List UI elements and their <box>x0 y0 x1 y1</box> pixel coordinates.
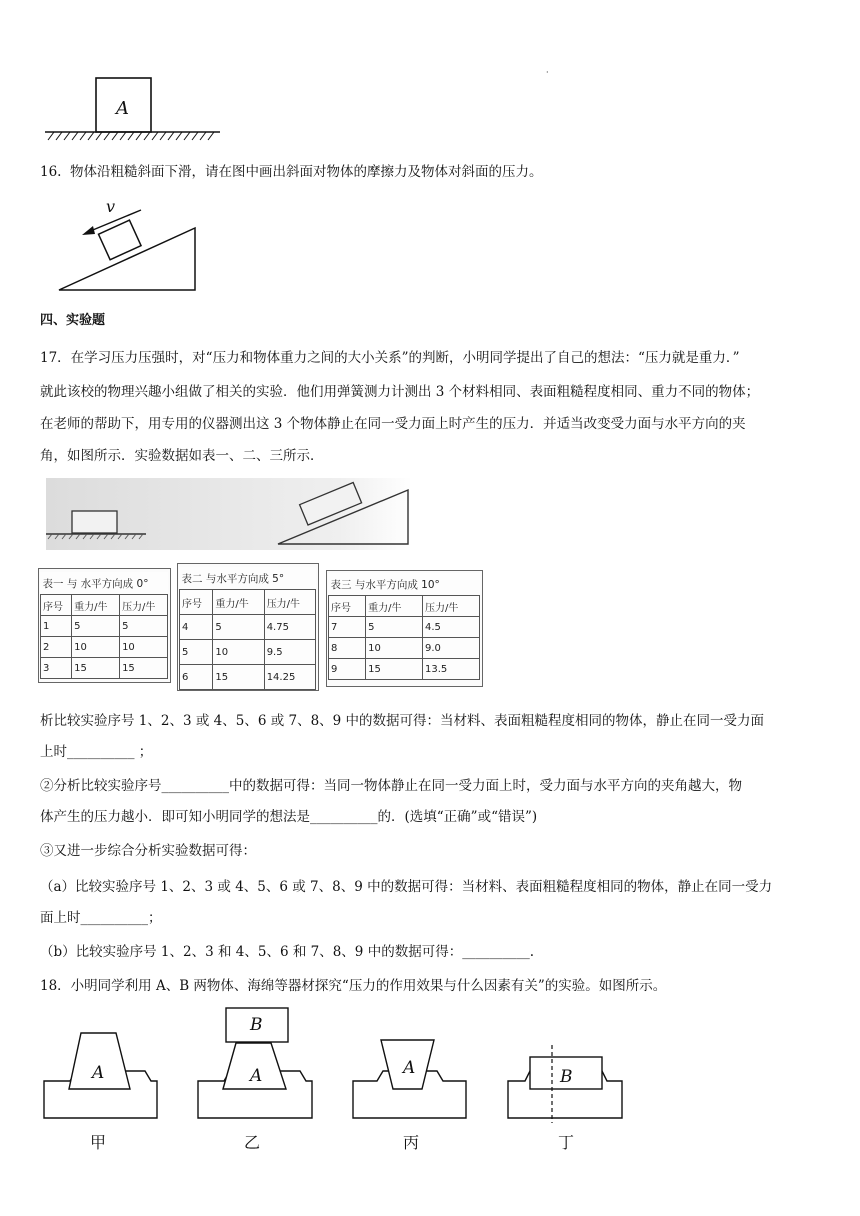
velocity-label: v <box>106 197 116 216</box>
table-cell: 15 <box>72 658 120 679</box>
table-cell: 15 <box>213 665 264 690</box>
q17-line1: 17．在学习压力压强时，对“压力和物体重力之间的大小关系”的判断，小明同学提出了自己的想法：“压力就是重力．” <box>40 350 740 366</box>
table-cell: 9 <box>329 659 366 680</box>
top-block-figure <box>40 70 230 142</box>
caption-yi: 乙 <box>244 1133 261 1152</box>
table-cell: 5 <box>72 616 120 637</box>
table-header: 压力/牛 <box>264 590 315 615</box>
table-cell: 9.0 <box>423 638 480 659</box>
table-cell: 7 <box>329 617 366 638</box>
q17-analysis-3: ③又进一步综合分析实验数据可得： <box>40 843 256 859</box>
table-cell: 10 <box>120 637 168 658</box>
caption-bing: 丙 <box>403 1133 420 1152</box>
table-header: 序号 <box>329 596 366 617</box>
table-cell: 2 <box>41 637 72 658</box>
q17-analysis-1b: 上时__________ ； <box>40 744 153 760</box>
q16-number: 16. <box>40 164 62 180</box>
table-cell: 10 <box>72 637 120 658</box>
table-3-caption: 表三 与水平方向成 10° <box>329 573 480 596</box>
stray-dot: · <box>546 68 549 77</box>
table-cell: 1 <box>41 616 72 637</box>
caption-ding: 丁 <box>558 1133 575 1152</box>
sponge-figures <box>40 1005 640 1125</box>
table-header: 重力/牛 <box>213 590 264 615</box>
q17-line3: 在老师的帮助下，用专用的仪器测出这 3 个物体静止在同一受力面上时产生的压力．并适当改变受力面与水平方向的夹 <box>40 416 746 432</box>
table-header: 序号 <box>41 595 72 616</box>
fig-yi-label-a: A <box>250 1066 263 1086</box>
table-cell: 5 <box>120 616 168 637</box>
table-header: 序号 <box>180 590 213 615</box>
section-title: 四、实验题 <box>40 313 106 328</box>
table-1-caption: 表一 与 水平方向成 0° <box>41 572 168 595</box>
incline-figure <box>55 198 205 293</box>
table-cell: 3 <box>41 658 72 679</box>
table-2-caption: 表二 与水平方向成 5° <box>180 567 316 590</box>
experiment-photo <box>46 478 412 550</box>
q17-line2: 就此该校的物理兴趣小组做了相关的实验．他们用弹簧测力计测出 3 个材料相同、表面粗糙程度相同、重力不同的物体； <box>40 384 760 400</box>
fig-jia-label-a: A <box>92 1063 105 1083</box>
caption-jia: 甲 <box>90 1133 107 1152</box>
q16-text: 物体沿粗糙斜面下滑，请在图中画出斜面对物体的摩擦力及物体对斜面的压力。 <box>70 164 543 180</box>
table-2 <box>179 567 316 690</box>
table-cell: 15 <box>120 658 168 679</box>
table-cell: 8 <box>329 638 366 659</box>
q17-analysis-2b: 体产生的压力越小．即可知小明同学的想法是__________的．(选填“正确”或“错误”) <box>40 809 538 825</box>
table-cell: 14.25 <box>264 665 315 690</box>
table-1 <box>40 572 168 679</box>
fig-yi-label-b: B <box>250 1015 263 1035</box>
q17-line4: 角，如图所示．实验数据如表一、二、三所示． <box>40 448 324 464</box>
table-cell: 9.5 <box>264 640 315 665</box>
table-header: 重力/牛 <box>366 596 423 617</box>
q17-analysis-2a: ②分析比较实验序号__________中的数据可得：当同一物体静止在同一受力面上时，受力面与水平方向的夹角越大，物 <box>40 778 742 794</box>
table-cell: 10 <box>213 640 264 665</box>
q17-analysis-3a-1: （a）比较实验序号 1、2、3 或 4、5、6 或 7、8、9 中的数据可得：当材料、表面粗糙程度相同的物体，静止在同一受力 <box>40 879 773 895</box>
block-a-label: A <box>116 98 129 119</box>
table-cell: 4 <box>180 615 213 640</box>
table-cell: 6 <box>180 665 213 690</box>
q18-text: 18．小明同学利用 A、B 两物体、海绵等器材探究“压力的作用效果与什么因素有关”的实验。如图所示。 <box>40 978 667 994</box>
table-cell: 5 <box>213 615 264 640</box>
table-header: 压力/牛 <box>120 595 168 616</box>
fig-bing-label-a: A <box>403 1058 416 1078</box>
table-cell: 5 <box>180 640 213 665</box>
fig-ding-label-b: B <box>560 1067 573 1087</box>
table-cell: 13.5 <box>423 659 480 680</box>
table-cell: 5 <box>366 617 423 638</box>
table-header: 压力/牛 <box>423 596 480 617</box>
table-header: 重力/牛 <box>72 595 120 616</box>
q17-analysis-3a-2: 面上时__________； <box>40 910 162 926</box>
q17-analysis-3b: （b）比较实验序号 1、2、3 和 4、5、6 和 7、8、9 中的数据可得：__________. <box>40 944 534 960</box>
table-cell: 10 <box>366 638 423 659</box>
table-3 <box>328 573 480 680</box>
table-cell: 4.5 <box>423 617 480 638</box>
table-cell: 4.75 <box>264 615 315 640</box>
q17-analysis-1a: 析比较实验序号 1、2、3 或 4、5、6 或 7、8、9 中的数据可得：当材料、表面粗糙程度相同的物体，静止在同一受力面 <box>40 713 765 729</box>
table-cell: 15 <box>366 659 423 680</box>
